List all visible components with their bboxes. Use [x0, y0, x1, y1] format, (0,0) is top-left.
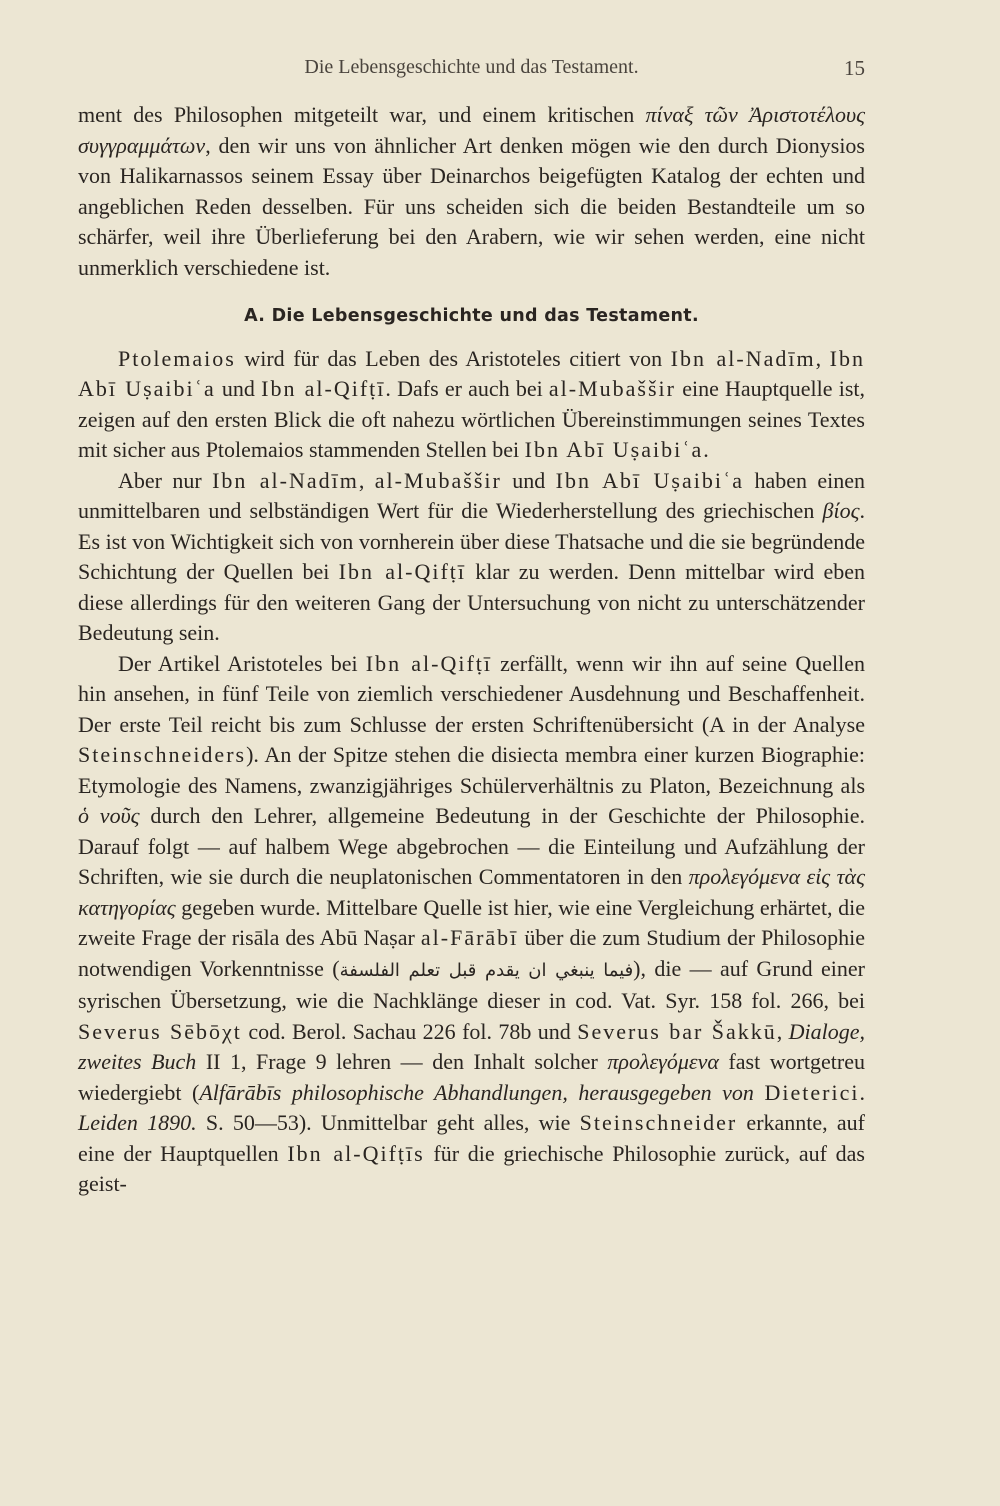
- text-run: .: [703, 437, 709, 462]
- spaced-name: Severus bar Šakkū: [577, 1018, 777, 1044]
- paragraph-1: [78, 100, 865, 283]
- text-run: haben einen unmittelbaren und selbständigen Wert für die Wiederherstellung des griechischen: [78, 467, 866, 523]
- text-run: ,: [815, 345, 830, 371]
- text-run: gegeben wurde. Mittelbare Quelle ist hier, wie eine Vergleichung erhärtet, die zweite Frage der risāla des Abū Naṣar: [78, 894, 865, 950]
- spaced-name: Severus Sēbōχt: [78, 1018, 242, 1044]
- spaced-name: Ibn al-Qifṭī: [365, 650, 492, 676]
- greek-word: προλεγόμενα: [607, 1049, 719, 1074]
- spaced-name: al-Mubaššir: [548, 376, 676, 401]
- italic-title: Dialoge, zweites Buch: [78, 1018, 866, 1074]
- text-run: ,: [776, 1018, 789, 1044]
- spaced-name: Dieterici: [764, 1079, 860, 1105]
- spaced-name: Ptolemaios: [118, 345, 236, 371]
- italic-title: Alfārābīs philosophische Abhandlungen, herausgegeben von: [199, 1079, 754, 1105]
- spaced-name: Ibn Abī Uṣaibiʿa: [78, 345, 865, 401]
- running-title: Die Lebensgeschichte und das Testament.: [304, 56, 639, 78]
- spaced-name: Ibn al-Nadīm: [212, 467, 359, 493]
- paragraph-2: [78, 344, 865, 466]
- text-run: . Dafs er auch bei: [385, 376, 549, 401]
- text-run: zerfällt, wenn wir ihn auf seine Quellen hin ansehen, in fünf Teile von ziemlich verschiedener Ausdehnung und Beschaffenheit. Der erste Teil reicht bis zum Schlusse der ersten Schriftenübersicht (A in der Analyse: [78, 650, 865, 737]
- text-run: cod. Berol. Sachau 226 fol. 78b und: [241, 1018, 578, 1044]
- spaced-name: Ibn Abī Uṣaibiʿa: [555, 467, 745, 493]
- text-run: Der Artikel Aristoteles bei: [118, 650, 366, 676]
- text-run: S. 50—53). Unmittelbar geht alles, wie: [196, 1110, 580, 1135]
- text-run: , den wir uns von ähnlicher Art denken mögen wie den durch Dionysios von Halikarnassos seinem Essay über Deinarchos beigefügten Katalog der echten und angeblichen Reden desselben. Für uns scheiden sich die beiden Bestandteile um so schärfer, weil ihre Überlieferung bei den Arabern, wie wir sehen werden, eine nicht unmerklich verschiedene ist.: [78, 132, 865, 280]
- text-run: ). An der Spitze stehen die disiecta membra einer kurzen Biographie: Etymologie des Namens, zwanzigjähriges Schülerverhältnis zu Platon, Bezeichnung als: [78, 742, 865, 798]
- greek-phrase: ὁ νοῦς: [78, 803, 140, 828]
- page-number: 15: [844, 56, 865, 80]
- text-run: II 1, Frage 9 lehren — den Inhalt solcher: [196, 1049, 608, 1074]
- arabic-title: فيما ينبغي ان يقدم قبل تعلم الفلسفة: [339, 959, 634, 981]
- greek-phrase: προλεγόμενα εἰς τὰς κατηγορίας: [78, 864, 866, 920]
- text-run: . Es ist von Wichtigkeit sich von vornherein über diese Thatsache und die sie begründende Schichtung der Quellen bei: [78, 498, 865, 584]
- text-run: ment des Philosophen mitgeteilt war, und einem kritischen: [78, 102, 646, 127]
- text-run: für die griechische Philosophie zurück, auf das geist-: [78, 1140, 865, 1196]
- text-run: durch den Lehrer, allgemeine Bedeutung in der Geschichte der Philosophie. Darauf folgt — auf halbem Wege abgebrochen — die Einteilung und Aufzählung der Schriften, wie sie durch die neuplatonischen Commentatoren in den: [78, 803, 866, 889]
- text-run: [754, 1080, 765, 1105]
- text-run: eine Hauptquelle ist, zeigen auf den ersten Blick die oft nahezu wörtlichen Übereinstimmungen seines Textes mit sicher aus Ptolemaios stammenden Stellen bei: [78, 376, 866, 462]
- italic-citation: Leiden 1890.: [78, 1110, 197, 1135]
- text-run: und: [215, 376, 262, 401]
- text-run: über die zum Studium der Philosophie notwendigen Vorkenntnisse (: [78, 925, 865, 981]
- spaced-name: Ibn al-Qifṭī: [261, 376, 386, 401]
- section-heading: A. Die Lebensgeschichte und das Testament.: [244, 306, 699, 326]
- text-run: klar zu werden. Denn mittelbar wird eben diese allerdings für den weiteren Gang der Untersuchung von nicht zu unterschätzender Bedeutung sein.: [78, 559, 865, 645]
- greek-word: βίος: [822, 498, 860, 523]
- paragraph-4: [78, 649, 865, 1200]
- text-run: erkannte, auf eine der Hauptquellen: [78, 1110, 865, 1166]
- spaced-name: al-Mubaššir: [374, 467, 502, 493]
- spaced-name: Ibn Abī Uṣaibiʿa: [524, 437, 704, 462]
- text-run: .: [859, 1079, 865, 1105]
- text-run: ), die — auf Grund einer syrischen Übersetzung, wie die Nachklänge dieser in cod. Vat. Syr. 158 fol. 266, bei: [78, 955, 865, 1013]
- body-text: [78, 100, 865, 1200]
- text-run: ,: [358, 467, 375, 493]
- text-run: wird für das Leben des Aristoteles citiert von: [235, 345, 671, 371]
- spaced-name: Ibn al-Nadīm: [670, 345, 816, 371]
- text-run: und: [501, 467, 556, 493]
- paragraph-3: [78, 466, 865, 649]
- text-run: Aber nur: [118, 467, 213, 493]
- greek-phrase: πίναξ τῶν Ἀριστοτέλους συγγραμμάτων: [78, 102, 865, 158]
- spaced-name: al-Fārābī: [420, 925, 519, 950]
- spaced-name: Ibn al-Qifṭīs: [287, 1140, 425, 1166]
- spaced-name: Steinschneider: [579, 1110, 738, 1135]
- spaced-name: Ibn al-Qifṭī: [338, 559, 466, 584]
- spaced-name: Steinschneiders: [78, 742, 247, 767]
- page-header: [78, 56, 865, 84]
- text-run: fast wortgetreu wiedergiebt (: [78, 1049, 866, 1105]
